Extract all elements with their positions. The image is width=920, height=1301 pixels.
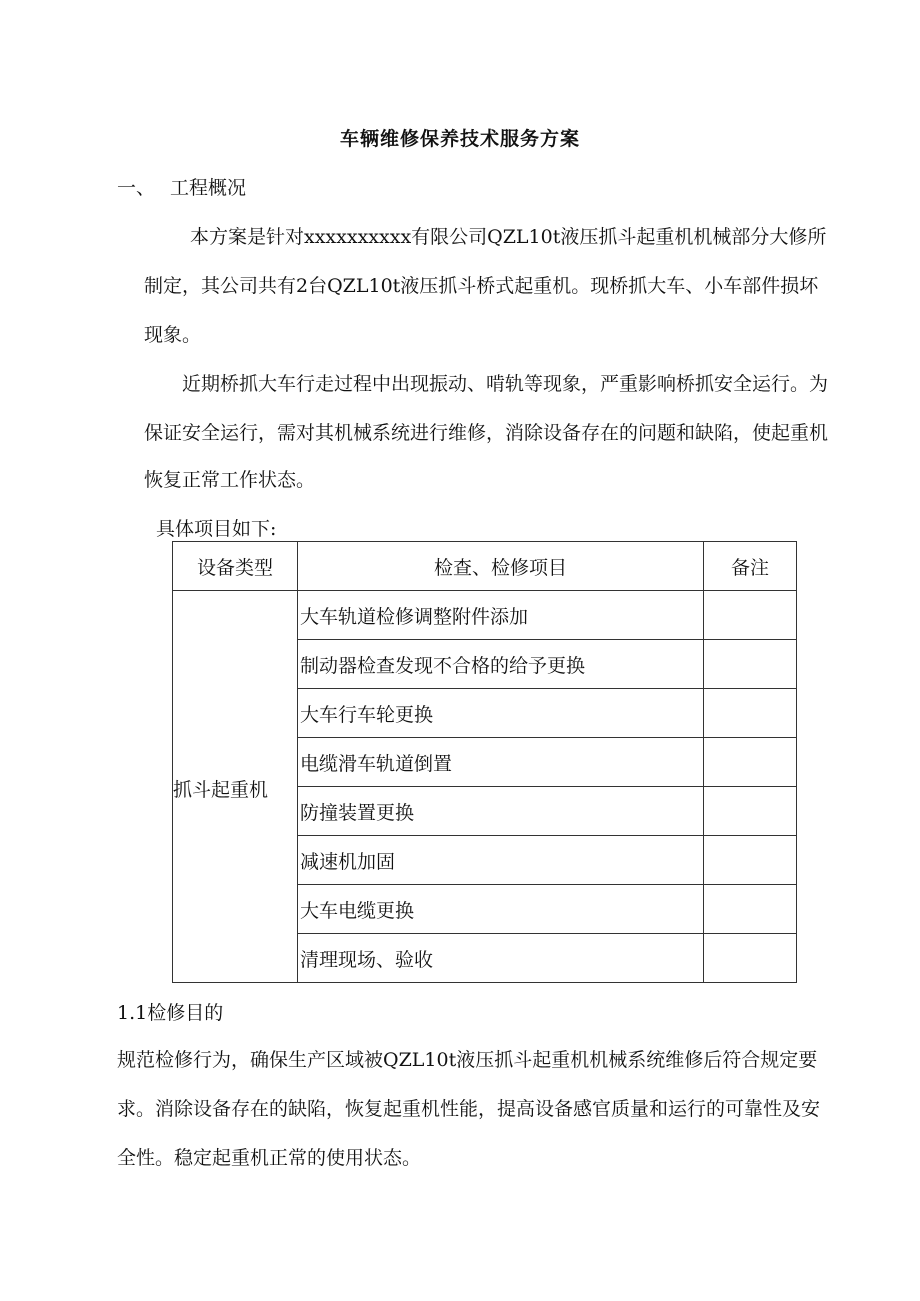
item-cell: 大车电缆更换 [298, 885, 704, 934]
remark-cell [704, 836, 797, 885]
device-type-cell: 抓斗起重机 [173, 591, 298, 983]
item-cell: 电缆滑车轨道倒置 [298, 738, 704, 787]
paragraph-line: 现象。 [144, 324, 202, 346]
paragraph-line: 恢复正常工作状态。 [144, 469, 316, 491]
item-cell: 清理现场、验收 [298, 934, 704, 983]
item-cell: 大车行车轮更换 [298, 689, 704, 738]
section-title: 工程概况 [170, 177, 247, 199]
paragraph-line: 近期桥抓大车行走过程中出现振动、啃轨等现象，严重影响桥抓安全运行。为 [182, 373, 829, 395]
section-heading-purpose: 1.1检修目的 [117, 1002, 224, 1024]
remark-cell [704, 787, 797, 836]
paragraph-line: 规范检修行为，确保生产区域被QZL10t液压抓斗起重机机械系统维修后符合规定要 [117, 1049, 818, 1071]
header-device-type: 设备类型 [173, 542, 298, 591]
remark-cell [704, 689, 797, 738]
paragraph-line: 制定，其公司共有2台QZL10t液压抓斗桥式起重机。现桥抓大车、小车部件损坏 [144, 275, 819, 297]
item-cell: 制动器检查发现不合格的给予更换 [298, 640, 704, 689]
header-remarks: 备注 [704, 542, 797, 591]
item-cell: 防撞装置更换 [298, 787, 704, 836]
item-cell: 大车轨道检修调整附件添加 [298, 591, 704, 640]
paragraph-line: 本方案是针对xxxxxxxxxx有限公司QZL10t液压抓斗起重机机械部分大修所 [190, 226, 827, 248]
remark-cell [704, 591, 797, 640]
table-intro: 具体项目如下: [156, 518, 277, 540]
header-inspection-items: 检查、检修项目 [298, 542, 704, 591]
remark-cell [704, 738, 797, 787]
remark-cell [704, 885, 797, 934]
document-title: 车辆维修保养技术服务方案 [339, 128, 580, 150]
remark-cell [704, 640, 797, 689]
section-number: 一、 [117, 177, 156, 199]
maintenance-items-table [172, 541, 797, 983]
item-cell: 减速机加固 [298, 836, 704, 885]
table-header-row [173, 542, 797, 591]
paragraph-line: 求。消除设备存在的缺陷，恢复起重机性能，提高设备感官质量和运行的可靠性及安 [117, 1098, 821, 1120]
paragraph-line: 保证安全运行，需对其机械系统进行维修，消除设备存在的问题和缺陷，使起重机 [144, 422, 829, 444]
paragraph-line: 全性。稳定起重机正常的使用状态。 [117, 1147, 422, 1169]
table-row [173, 591, 797, 640]
remark-cell [704, 934, 797, 983]
